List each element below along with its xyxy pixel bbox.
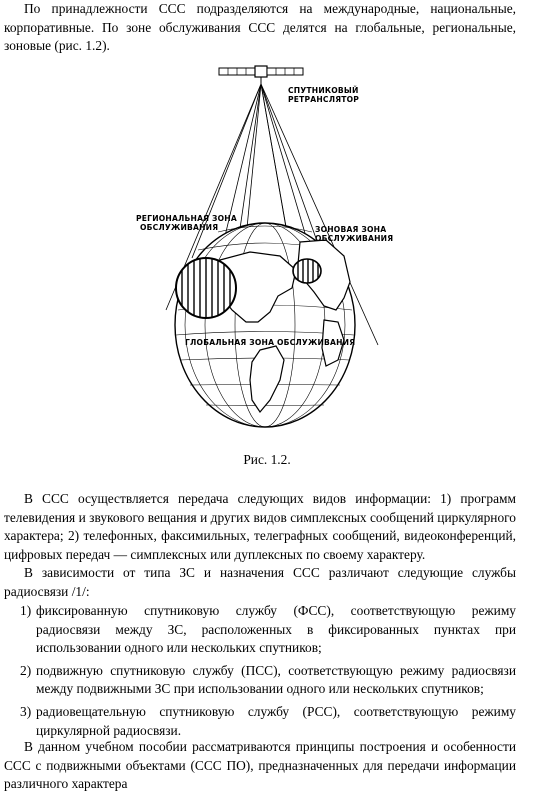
regional-label-line1: РЕГИОНАЛЬНАЯ ЗОНА (136, 214, 237, 223)
satellite-coverage-figure (100, 60, 440, 445)
regional-label-line2: ОБСЛУЖИВАНИЯ (140, 223, 219, 232)
paragraph-services-intro: В зависимости от типа ЗС и назначения ССС различают следующие службы радиосвязи /1/: (4, 565, 516, 599)
list-item: 3) радиовещательную спутниковую службу (РСС), соответствующую режиму циркулярной радиосвязи. (20, 703, 516, 738)
services-list (4, 602, 516, 744)
regional-zone-area (176, 258, 236, 318)
satellite-label-line1: СПУТНИКОВЫЙ (288, 86, 359, 95)
earth-globe (175, 223, 355, 427)
satellite-label-line2: РЕТРАНСЛЯТОР (288, 95, 360, 104)
figure-caption: Рис. 1.2. (243, 452, 291, 467)
zonal-zone-area (293, 259, 321, 283)
list-item: 2) подвижную спутниковую службу (ПСС), соответствующую режиму радиосвязи между подвижными ЗС при использовании одного или нескольких спутников; (20, 662, 516, 697)
zonal-label-line2: ОБСЛУЖИВАНИЯ (315, 234, 394, 243)
zonal-label-line1: ЗОНОВАЯ ЗОНА (315, 225, 387, 234)
list-item: 1) фиксированную спутниковую службу (ФСС), соответствующую режиму радиосвязи между ЗС, расположенных в фиксированных пунктах при использовании одного или нескольких спутников; (20, 603, 516, 656)
paragraph-textbook-scope: В данном учебном пособии рассматриваются принципы построения и особенности ССС с подвижными объектами (ССС ПО), предназначенных для передачи информации различного характера (4, 739, 516, 792)
satellite-icon (219, 66, 303, 84)
paragraph-information-types: В ССС осуществляется передача следующих видов информации: 1) программ телевидения и звукового вещания и других видов симплексных сообщений циркулярного характера; 2) телефонных, факсимильных, телеграфных сообщений, видеоконференций, цифровых передач — симплексных или дуплексных по своему характеру. (4, 491, 516, 562)
intro-paragraph: По принадлежности ССС подразделяются на международные, национальные, корпоративные. По зоне обслуживания ССС делятся на глобальные, региональные, зоновые (рис. 1.2). (4, 1, 516, 54)
global-label: ГЛОБАЛЬНАЯ ЗОНА ОБСЛУЖИВАНИЯ (185, 338, 356, 347)
